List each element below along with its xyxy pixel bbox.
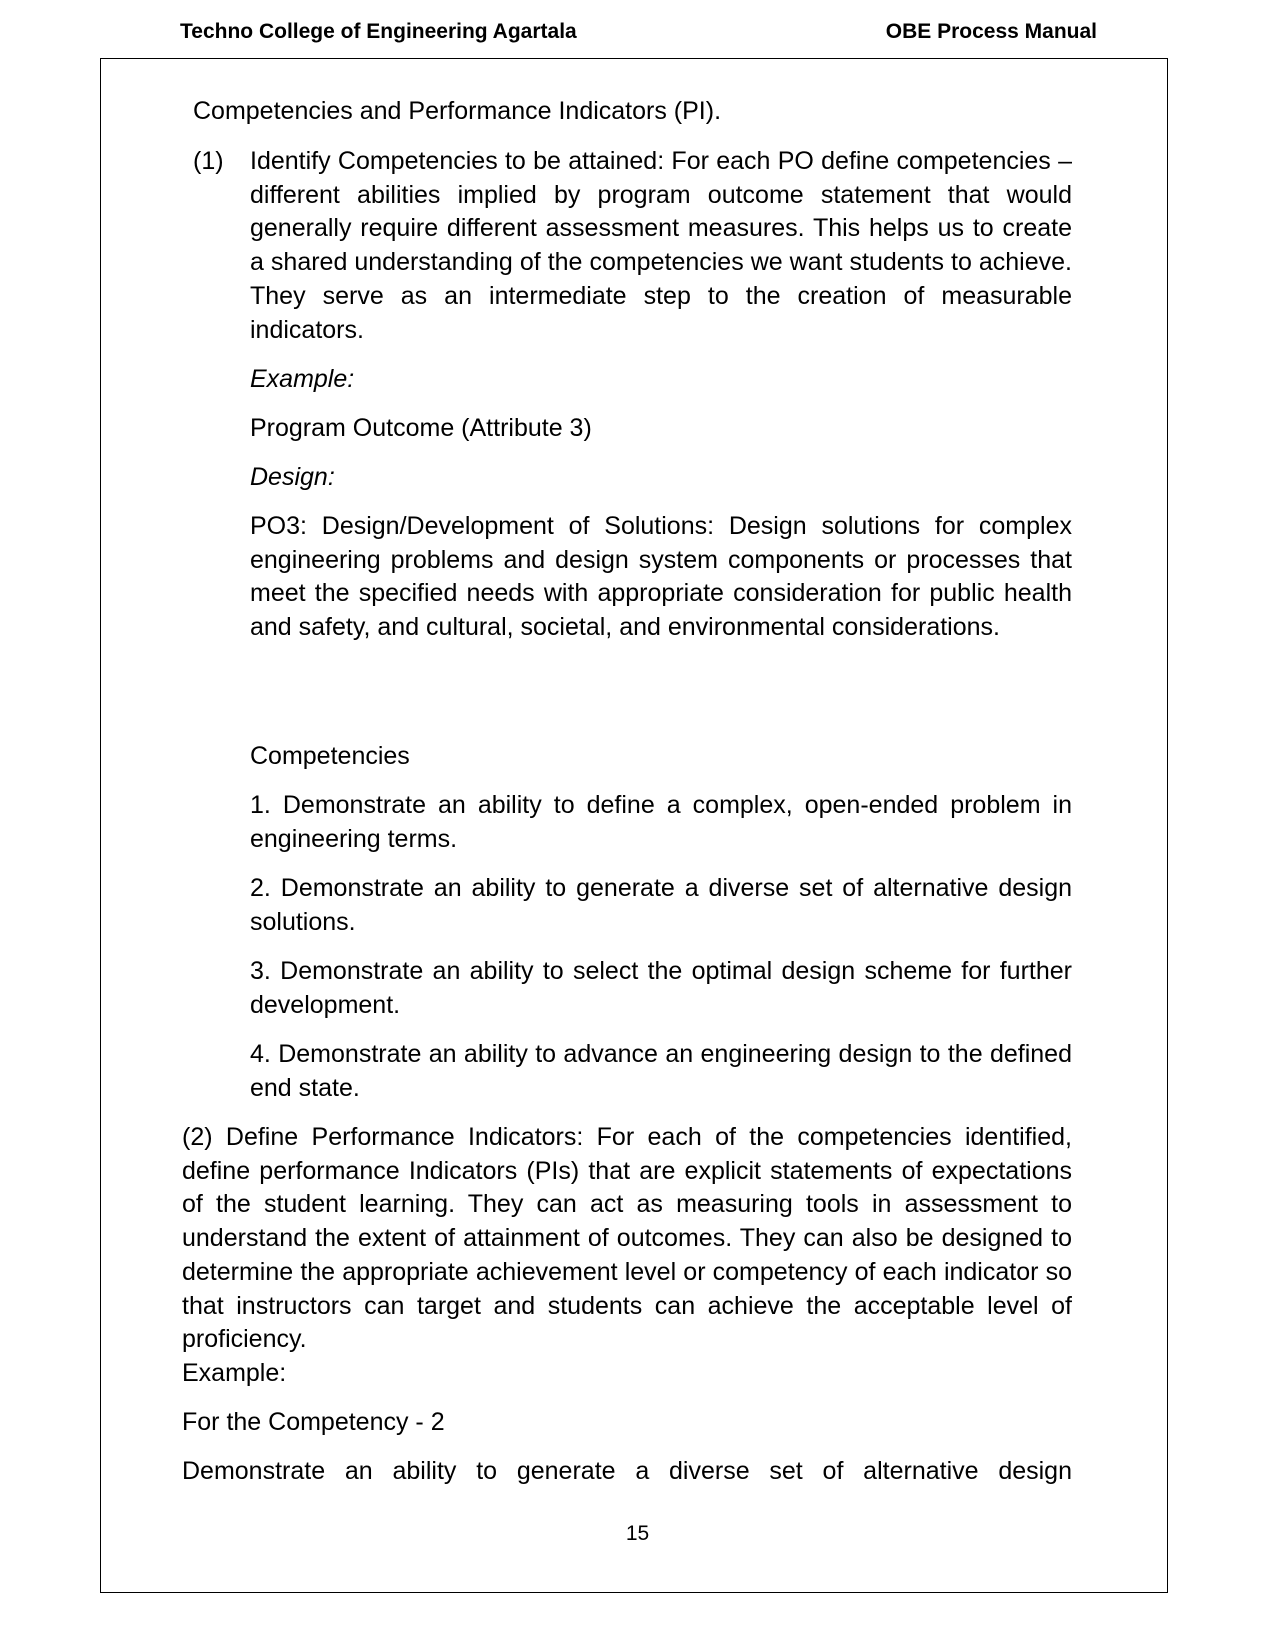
competency-item: 1. Demonstrate an ability to define a complex, open-ended problem in engineering terms. [250, 791, 1072, 853]
competency-item: 3. Demonstrate an ability to select the optimal design scheme for further development. [250, 957, 1072, 1019]
program-outcome-heading: Program Outcome (Attribute 3) [250, 414, 592, 442]
po3-statement: PO3: Design/Development of Solutions: Design solutions for complex engineering problems and design system components or processes that meet the specified needs with appropriate consideration for public health and safety, and cultural, societal, and environmental considerations. [250, 512, 1072, 642]
example-label-2: Example: [182, 1359, 287, 1387]
step-1-text: Identify Competencies to be attained: For each PO define competencies –different abilities implied by program outcome statement that would generally require different assessment measures. This helps us to create a shared understanding of the competencies we want students to achieve. They serve as an intermediate step to the creation of measurable indicators. [250, 147, 1072, 344]
section-intro: Competencies and Performance Indicators (PI). [193, 97, 722, 125]
competency-item: 4. Demonstrate an ability to advance an engineering design to the defined end state. [250, 1040, 1072, 1102]
competencies-heading: Competencies [250, 742, 410, 770]
example-label: Example: [250, 365, 355, 393]
competency-reference: For the Competency - 2 [182, 1408, 445, 1436]
college-name: Techno College of Engineering Agartala [180, 20, 577, 43]
manual-title: OBE Process Manual [885, 20, 1097, 43]
design-label: Design: [250, 463, 335, 491]
step-1-number: (1) [193, 147, 224, 175]
page-header [180, 20, 1097, 46]
competency-2-restated: Demonstrate an ability to generate a diverse set of alternative design [182, 1457, 1072, 1485]
step-2-text: (2) Define Performance Indicators: For each of the competencies identified, define performance Indicators (PIs) that are explicit statements of expectations of the student learning. They can act as measuring tools in assessment to understand the extent of attainment of outcomes. They can also be designed to determine the appropriate achievement level or competency of each indicator so that instructors can target and students can achieve the acceptable level of proficiency. [182, 1123, 1072, 1354]
competency-item: 2. Demonstrate an ability to generate a diverse set of alternative design solutions. [250, 874, 1072, 936]
page-number: 15 [625, 1522, 650, 1545]
